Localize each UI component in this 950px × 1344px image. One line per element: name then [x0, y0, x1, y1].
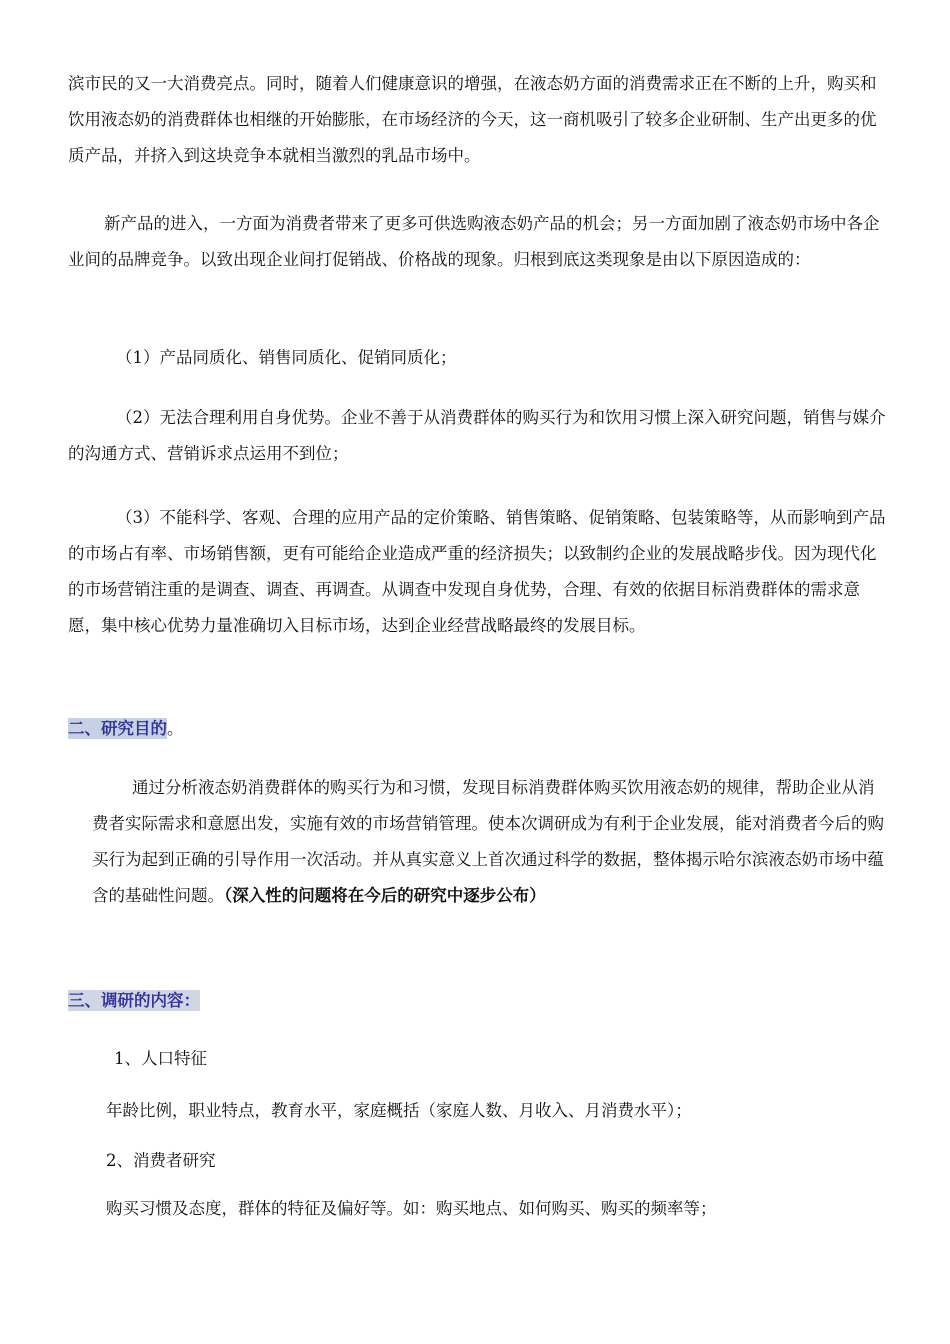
item-2-body: 购买习惯及态度，群体的特征及偏好等。如：购买地点、如何购买、购买的频率等； — [106, 1199, 717, 1218]
section-3-heading — [68, 988, 200, 1014]
reason-1-paragraph: （1）产品同质化、销售同质化、促销同质化； — [116, 348, 457, 367]
item-2-title: 2、消费者研究 — [106, 1151, 216, 1170]
section-2-heading — [68, 716, 184, 742]
section-3-heading-text: 三、调研的内容： — [68, 991, 200, 1010]
section-2-heading-text: 二、研究目的 — [68, 719, 167, 738]
research-purpose-paragraph — [92, 770, 888, 914]
item-1-title: 1、人口特征 — [114, 1049, 207, 1068]
reason-3-paragraph: （3）不能科学、客观、合理的应用产品的定价策略、销售策略、促销策略、包装策略等，从而影响到产品的市场占有率、市场销售额，更有可能给企业造成严重的经济损失；以致制约企业的发展战略步伐。因为现代化的市场营销注重的是调查、调查、再调查。从调查中发现自身优势，合理、有效的依据目标消费群体的需求意愿，集中核心优势力量准确切入目标市场，达到企业经营战略最终的发展目标。 — [68, 508, 886, 635]
new-products-paragraph: 新产品的进入，一方面为消费者带来了更多可供选购液态奶产品的机会；另一方面加剧了液态奶市场中各企业间的品牌竞争。以致出现企业间打促销战、价格战的现象。归根到底这类现象是由以下原因造成的： — [68, 214, 880, 269]
section-2-heading-tail: 。 — [167, 719, 184, 738]
research-purpose-body: 通过分析液态奶消费群体的购买行为和习惯，发现目标消费群体购买饮用液态奶的规律，帮助企业从消费者实际需求和意愿出发，实施有效的市场营销管理。使本次调研成为有利于企业发展，能对消费者今后的购买行为起到正确的引导作用一次活动。并从真实意义上首次通过科学的数据，整体揭示哈尔滨液态奶市场中蕴含的基础性问题。 — [92, 778, 884, 905]
item-1-body: 年龄比例，职业特点，教育水平，家庭概括（家庭人数、月收入、月消费水平）； — [106, 1101, 692, 1120]
research-purpose-note: （深入性的问题将在今后的研究中逐步公布） — [224, 886, 546, 905]
reason-2-paragraph: （2）无法合理利用自身优势。企业不善于从消费群体的购买行为和饮用习惯上深入研究问题，销售与媒介的沟通方式、营销诉求点运用不到位； — [68, 408, 886, 463]
intro-paragraph: 滨市民的又一大消费亮点。同时，随着人们健康意识的增强，在液态奶方面的消费需求正在不断的上升，购买和饮用液态奶的消费群体也相继的开始膨胀，在市场经济的今天，这一商机吸引了较多企业研制、生产出更多的优质产品，并挤入到这块竞争本就相当激烈的乳品市场中。 — [68, 74, 877, 165]
